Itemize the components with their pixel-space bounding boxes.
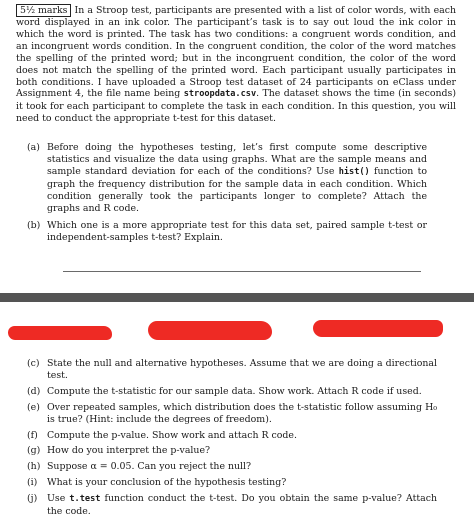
question-item <box>27 220 427 244</box>
question-text-part: function conduct the t-test. Do you obtain the same p-value? Attach the code. <box>47 493 437 518</box>
question-item <box>27 386 437 398</box>
question-item <box>27 461 437 473</box>
question-label: (g) <box>27 445 41 457</box>
question-label: (b) <box>27 220 41 232</box>
question-text <box>47 493 437 518</box>
question-code: hist() <box>338 166 370 177</box>
question-label: (j) <box>27 493 38 505</box>
dataset-filename: stroopdata.csv <box>183 89 257 100</box>
intro-text-1: In a Stroop test, participants are presented with a list of color words, with each word displayed in an ink color. The participant’s task is to say out loud the ink color in which the word is printed. The task has two conditions: a congruent words condition, and an incongruent words condition. In the congruent condition, the color of the word matches the spelling of the printed word; but in the incongruent condition, the color of the word does not match the spelling of the printed word. Each participant usually participates in both conditions. I have uploaded a Stroop test dataset of 24 participants on eClass under Assignment 4, the file name being <box>16 5 456 100</box>
question-label: (e) <box>27 401 40 413</box>
question-label: (a) <box>27 142 40 153</box>
question-text-part: Which one is a more appropriate test for this data set, paired sample t-test or independent-samples t-test? Explain. <box>47 220 427 244</box>
intro-paragraph <box>16 4 456 125</box>
question-item <box>27 493 437 518</box>
question-text: What is your conclusion of the hypothesis testing? <box>47 477 287 489</box>
question-list-second <box>27 358 437 522</box>
question-label: (d) <box>27 385 41 397</box>
divider-bar <box>0 293 474 302</box>
question-item <box>27 430 437 442</box>
question-text: State the null and alternative hypotheses. Assume that we are doing a directional test. <box>47 358 437 381</box>
question-code: t.test <box>69 494 101 505</box>
question-label: (i) <box>27 477 38 489</box>
question-item <box>27 402 437 426</box>
question-text: Compute the p-value. Show work and attach R code. <box>47 429 297 441</box>
redaction-mark <box>148 321 272 340</box>
question-label: (h) <box>27 461 41 473</box>
marks-badge: 5½ marks <box>16 4 71 17</box>
divider-line <box>63 271 421 272</box>
question-item <box>27 358 437 382</box>
question-list-first <box>27 142 427 250</box>
question-text-part: Before doing the hypotheses testing, let’s first compute some descriptive statistics and visualize the data using graphs. What are the sample means and sample standard deviation for each of the conditions? Use <box>47 142 427 177</box>
question-text-part: function to graph the frequency distribution for the sample data in each condition. Which condition generally took the participants longer to complete? Attach the graphs and R code. <box>47 165 427 214</box>
redaction-mark <box>313 320 443 337</box>
question-text: Suppose α = 0.05. Can you reject the null? <box>47 461 252 473</box>
question-label: (c) <box>27 358 40 369</box>
question-item <box>27 445 437 457</box>
question-item <box>27 142 427 214</box>
question-text: Compute the t-statistic for our sample data. Show work. Attach R code if used. <box>47 385 422 397</box>
question-label: (f) <box>27 429 38 441</box>
question-text: How do you interpret the p-value? <box>47 445 211 457</box>
intro-text-2: . The dataset shows the time (in seconds) it took for each participant to complete the task in each condition. In this question, you will need to conduct the appropriate t-test for this dataset. <box>16 88 456 125</box>
question-item <box>27 477 437 489</box>
redaction-mark <box>8 326 112 340</box>
question-text <box>47 142 427 214</box>
question-text-part: Use <box>47 493 70 505</box>
question-text <box>47 220 427 244</box>
question-text: Over repeated samples, which distribution does the t-statistic follow assuming H₀ is true? (Hint: include the degrees of freedom). <box>47 401 437 425</box>
